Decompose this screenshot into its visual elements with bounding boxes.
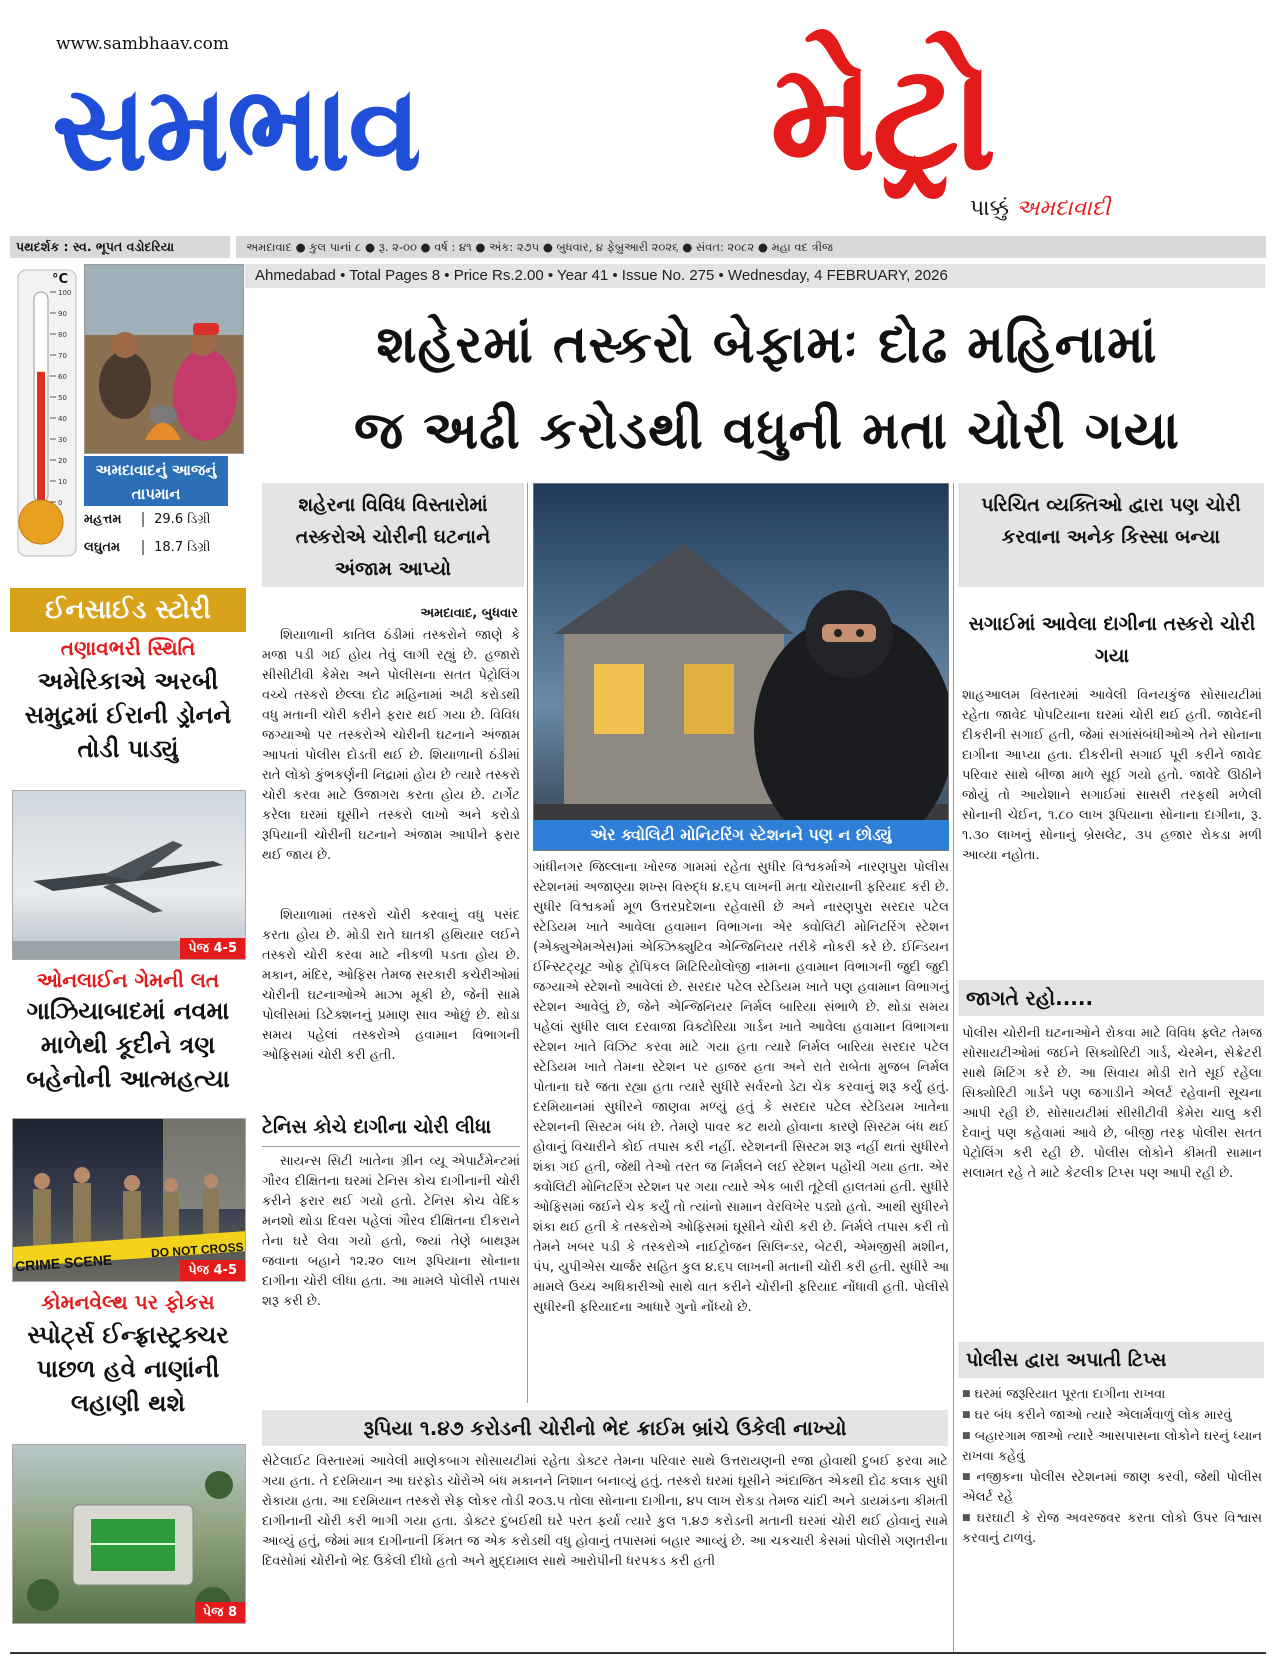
column-divider xyxy=(953,483,954,1653)
column-divider xyxy=(527,483,528,1403)
drone-image xyxy=(12,790,246,960)
tape-left-text: CRIME SCENE xyxy=(14,1251,113,1275)
story3-headline[interactable]: સ્પોર્ટ્સ ઈન્ફ્રાસ્ટ્રક્ચર પાછળ હવે નાણાંની લહાણી થશે xyxy=(27,1321,229,1417)
tip-item: ■ નજીકના પોલીસ સ્ટેશનમાં જાણ કરવી, જેથી પોલીસ એલર્ટ રહે xyxy=(962,1467,1262,1508)
tip-item: ■ ઘરમાં જરૂરિયાત પૂરતા દાગીના રાખવા xyxy=(962,1384,1262,1405)
alert-body: પોલીસ ચોરીની ઘટનાઓને રોકવા માટે વિવિધ ફ્લેટ તેમજ સોસાયટીઓમાં જઈને સિક્યોરિટી ગાર્ડ, ચેરમેન, સેક્રેટરી સાથે મિટિંગ કરે છે. આ સિવાય મોડી રાતે સૂઈ રહેલા સિક્યોરિટી ગાર્ડને પણ જગાડીને એલર્ટ રહેવાની સૂચના આપી રહી છે. સોસાયટીમાં સીસીટીવી કેમેરા ચાલુ કરી દેવાનું પણ કહેવામાં આવે છે, બીજી તરફ પોલીસ સતત પેટ્રોલિંગ કરી રહી છે. પોલીસ લોકોને કીમતી સામાન સલામત રહે તે માટે કેટલીક ટિપ્સ પણ આપી રહી છે. xyxy=(962,1026,1262,1181)
burglar-house-image xyxy=(534,484,949,851)
founder-line: પથદર્શક : સ્વ. ભૂપત વડોદરિયા xyxy=(10,236,230,258)
thermometer-tick-label: 30 xyxy=(58,436,67,444)
stadium-image xyxy=(12,1444,246,1624)
bottom-story-head: રૂપિયા ૧.૪૭ કરોડની ચોરીનો ભેદ ક્રાઈમ બ્રાંચે ઉકેલી નાખ્યો xyxy=(262,1410,948,1446)
story3-kicker: કોમનવેલ્થ પર ફોકસ xyxy=(41,1290,215,1314)
thermometer-tick-label: 100 xyxy=(58,289,72,297)
left-story-byline: અમદાવાદ, બુધવાર xyxy=(420,606,518,621)
temp-min-row xyxy=(84,540,211,562)
stadium-aerial-image xyxy=(13,1445,246,1624)
tips-list xyxy=(962,1384,1262,1549)
thermometer-tick-label: 0 xyxy=(58,499,63,507)
thermometer-tick-label: 80 xyxy=(58,331,67,339)
dateline-english: Ahmedabad • Total Pages 8 • Price Rs.2.00 • Year 41 • Issue No. 275 • Wednesday, 4 FEBRUARY, 2026 xyxy=(245,264,1265,288)
inside-story-banner: ઈનસાઈડ સ્ટોરી xyxy=(10,588,246,632)
burglar-photo xyxy=(533,483,949,851)
right-story-body: શાહઆલમ વિસ્તારમાં આવેલી વિનયકુંજ સોસાયટીમાં રહેતા જાવેદ પોપટિયાના ઘરમાં ચોરી થઈ હતી. જાવેદની દીકરીની સગાઈ હતી, જેમાં સગાંસંબંધીઓએ તેને સોનાના દાગીના આપ્યા હતા. દીકરીની સગાઈ પૂરી કરીને જાવેદ પરિવાર સાથે બીજા માળે સૂઈ ગયો હતો. જાવેદે ઊઠીને જોયું તો આયેશાને સગાઈમાં સાસરી તરફથી મળેલી સોનાની ચેઈન, ૧.૮૦ લાખ રૂપિયાના સોનાના દાગીના, રૂ. ૧.૩૦ લાખનું સોનાનું બ્રેસલેટ, ૩૫ હજાર રોકડા મળી આવ્યા નહોતા. xyxy=(962,688,1262,863)
masthead-title-red: મેટ્રો xyxy=(770,30,993,204)
story2-page-tag[interactable]: પેજ 4-5 xyxy=(180,1260,245,1281)
masthead-title-blue: સમભાવ xyxy=(52,59,420,197)
people-by-fire-image xyxy=(85,265,244,454)
main-headline xyxy=(262,302,1272,474)
divider xyxy=(262,1146,520,1147)
drone-icon xyxy=(13,791,246,960)
bottom-story-body: સેટેલાઈટ વિસ્તારમાં આવેલી માણેકબાગ સોસાયટીમાં રહેતા ડોક્ટર તેમના પરિવાર સાથે ઉત્તરાયણની રજા હોવાથી દુબઈ ફરવા માટે ગયા હતા. તે દરમિયાન આ ઘરફોડ ચોરોએ બંધ મકાનને નિશાન બનાવ્યું હતું. તસ્કરો ઘરમાં ઘૂસીને અંદાજિત એકથી દોઢ કલાક સુધી રોકાયા હતા. આ દરમિયાન તસ્કરો સેફ લોકર તોડી ૨૦૩.૫ તોલા સોનાના દાગીના, ૪૫ લાખ રોકડા તેમજ ચાંદી અને ડાયમંડના કીમતી દાગીનાની ચોરી કરી ભાગી ગયા હતા. ડોક્ટર દુબઈથી ઘરે પરત ફર્યા ત્યારે કુલ ૧.૪૭ કરોડની મતાની ઘરમાં ચોરી થઈ હોવાનું સામે આવ્યું હતું, જેમાં માત્ર દાગીનાની કિંમત જ એક કરોડથી વધુ હોવાનું તપાસમાં બહાર આવ્યું છે. આ ચકચારી કેસમાં પોલીસે ગણતરીના દિવસોમાં ચોરીનો ભેદ ઉકેલી દીધો હતો અને મુદ્દામાલ સાથે આરોપીની ધરપકડ કરી હતી xyxy=(262,1454,948,1569)
left-story-head: શહેરના વિવિધ વિસ્તારોમાં તસ્કરોએ ચોરીની ઘટનાને અંજામ આપ્યો xyxy=(262,483,524,587)
right-story-head: પરિચિત વ્યક્તિઓ દ્વારા પણ ચોરી કરવાના અનેક કિસ્સા બન્યા xyxy=(958,483,1264,587)
left-story-para3: સાયન્સ સિટી ખાતેના ગ્રીન વ્યૂ એપાર્ટમેન્ટમાં ગૌરવ દીક્ષિતના ઘરમાં ટેનિસ કોચ દાગીનાની ચોરી કરીને ફરાર થઈ ગયો હતો. ટેનિસ કોચ વેદિક મનશો થોડા દિવસ પહેલાં ગૌરવ દીક્ષિતના દીકરાને તેના ઘરે લેવા ગયો હતો, જ્યાં તેણે બાથરૂમ જવાના બહાને ૧૨.૨૦ લાખ રૂપિયાના સોનાના દાગીના ચોરી લીધા હતા. આ મામલે પોલીસે તપાસ શરૂ કરી છે. xyxy=(262,1154,520,1309)
left-story-para2: શિયાળામાં તસ્કરો ચોરી કરવાનું વધુ પસંદ કરતા હોય છે. મોડી રાતે ઘાતકી હથિયાર લઈને તસ્કરો ચોરી કરવા માટે નીકળી પડતા હોય છે. મકાન, મંદિર, ઓફિસ તેમજ સરકારી કચેરીઓમાં ચોરીની ઘટનાઓએ માઝા મૂકી છે, જેની સામે પોલીસમાં ડિટેક્શનનું પ્રમાણ સાવ ઓછું છે. થોડા સમય પહેલાં તસ્કરોએ હવામાન વિભાગની ઓફિસમાં ચોરી કરી હતી. xyxy=(262,908,520,1063)
alert-head: જાગતે રહો..... xyxy=(958,980,1264,1016)
story2-headline[interactable]: ગાઝિયાબાદમાં નવમા માળેથી કૂદીને ત્રણ બહેનોની આત્મહત્યા xyxy=(26,997,230,1093)
temp-unit: °C xyxy=(52,272,69,287)
tape-right-text: DO NOT CROSS xyxy=(150,1239,245,1261)
temp-max-value: 29.6 ડિગ્રી xyxy=(154,512,211,527)
tips-head: પોલીસ દ્વારા અપાતી ટિપ્સ xyxy=(958,1342,1264,1378)
right-story-subhead: સગાઈમાં આવેલા દાગીના તસ્કરો ચોરી ગયા xyxy=(968,613,1256,667)
main-headline-line2: જ અઢી કરોડથી વધુની મતા ચોરી ગયા xyxy=(353,401,1181,461)
left-story-subhead: ટેનિસ કોચે દાગીના ચોરી લીધા xyxy=(262,1116,492,1138)
story1-kicker: તણાવભરી સ્થિતિ xyxy=(60,636,196,660)
temp-min-value: 18.7 ડિગ્રી xyxy=(154,540,211,555)
temp-min-label: લઘુતમ xyxy=(84,540,144,555)
weather-title: અમદાવાદનું આજનું તાપમાન xyxy=(84,456,228,506)
website-url[interactable]: www.sambhaav.com xyxy=(56,34,229,54)
thermometer-tick-label: 20 xyxy=(58,457,67,465)
thermometer-tick-label: 90 xyxy=(58,310,67,318)
main-headline-line1: શહેરમાં તસ્કરો બેફામઃ દોઢ મહિનામાં xyxy=(376,315,1158,375)
masthead-tagline xyxy=(970,196,1110,221)
story3-page-tag[interactable]: પેજ 8 xyxy=(195,1602,245,1623)
tip-item: ■ ઘર બંધ કરીને જાઓ ત્યારે એલાર્મવાળું લોક મારવું xyxy=(962,1405,1262,1426)
tip-item: ■ બહારગામ જાઓ ત્યારે આસપાસના લોકોને ઘરનું ધ્યાન રાખવા કહેવું xyxy=(962,1426,1262,1467)
weather-photo xyxy=(84,264,244,454)
left-story-para1: શિયાળાની કાતિલ ઠંડીમાં તસ્કરોને જાણે કે મજા પડી ગઈ હોય તેવું લાગી રહ્યું છે. હજારો સીસીટીવી કેમેરા અને પોલીસના સતત પેટ્રોલિંગ વચ્ચે તસ્કરો છેલ્લા દોઢ મહિનામાં અઢી કરોડથી વધુ મતાની ચોરી કરીને ફરાર થઈ ગયા છે. વિવિધ જગ્યાઓ પર તસ્કરોએ ચોરીની ઘટનાને અંજામ આપતાં પોલીસ દોડતી થઈ છે. શિયાળાની ઠંડીમાં રાતે લોકો કુંભકર્ણની નિદ્રામાં હોય છે ત્યારે તસ્કરો ચોરી કરવા માટે ઉજાગરા કરતા હોય છે. ટાર્ગેટ કરેલા ઘરમાં ઘૂસીને તસ્કરો લાખો અને કરોડો રૂપિયાની ચોરીની ઘટનાને અંજામ આપીને ફરાર થઈ જાય છે. xyxy=(262,628,520,863)
tagline-red: અમદાવાદી xyxy=(1016,196,1111,221)
thermometer-tick-label: 70 xyxy=(58,352,67,360)
temp-max-label: મહત્તમ xyxy=(84,512,144,527)
thermometer-tick-label: 40 xyxy=(58,415,67,423)
thermometer-graphic xyxy=(14,268,80,558)
story1-page-tag[interactable]: પેજ 4-5 xyxy=(180,938,245,959)
center-story-body: ગાંધીનગર જિલ્લાના ખોરજ ગામમાં રહેતા સુધીર વિશ્વકર્માએ નારણપુરા પોલીસ સ્ટેશનમાં અજાણ્યા શખ્સ વિરુદ્ધ ૪.૬૫ લાખની મતા ચોરાયાની ફરિયાદ કરી છે. સુધીર વિશ્વકર્મા મૂળ ઉત્તરપ્રદેશના રહેવાસી છે અને નારણપુરા સરદાર પટેલ સ્ટેડિયમ ખાતે આવેલા હવામાન વિભાગના એર ક્વોલિટી મોનિટરિંગ સ્ટેશન (એક્યુએમએસ)માં એક્ઝિક્યુટિવ એન્જિનિયર તરીકે નોકરી કરે છે. ઈન્ડિયન ઈન્સ્ટિટ્યૂટ ઓફ ટ્રોપિકલ મિટિરિયોલોજી નામના હવામાન વિભાગની જુદી જુદી જગ્યાએ સ્ટેશનો આવેલાં છે. સરદાર પટેલ સ્ટેડિયમ ખાતે પણ હવામાન વિભાગનું સ્ટેશન આવેલું છે, જેને એન્જિનિયર નિર્મલ બારિયા સંભાળે છે. થોડા સમય પહેલાં સુધીર લાલ દરવાજા વિક્ટોરિયા ગાર્ડન ખાતે આવેલા હવામાન વિભાગના સ્ટેશન ખાતે વિઝિટ કરવા માટે ગયા હતા ત્યારે નિર્મલ બારિયા સરદાર પટેલ સ્ટેડિયમ ખાતે તેમના સ્ટેશન પર હાજર હતા અને રાતે રાબેતા મુજબ નિર્મલ પોતાના ઘરે જતા રહ્યા હતા ત્યારે સુધીરે સર્વરનો ડેટા ચેક કરવાનું શરૂ કર્યું હતું. દરમિયાનમાં સુધીરને જાણવા મળ્યું હતું કે સરદાર પટેલ સ્ટેડિયમ ખાતેના સ્ટેશનની સિસ્ટમ બંધ છે. તેમણે પાવર કટ થયો હોવાના કારણે સિસ્ટમ બંધ થઈ હોવાનું વિચારીને કોઈ તપાસ કરી નહીં. સ્ટેશનની સિસ્ટમ શરૂ નહીં થતાં સુધીરને શંકા ગઈ હતી, જેથી તેઓ તરત જ નિર્મલને લઈ સ્ટેશન પહોંચી ગયા હતા. એર ક્વોલિટી મોનિટરિંગ સ્ટેશન પર ગયા ત્યારે એક બારી તૂટેલી હાલતમાં હતી. સુધીરે ઓફિસમાં જઈને ચેક કર્યું તો ત્યાંનો સામાન વેરવિખેર પડ્યો હતો. આથી સુધીરને શંકા થઈ હતી કે તસ્કરોએ ઓફિસમાં ઘૂસીને ચોરી કરી છે. નિર્મલે તપાસ કરી તો તેમને ખબર પડી કે તસ્કરોએ નાઈટ્રોજન સિલિન્ડર, બેટરી, એમજીસી મશીન, પંપ, યુપીએસ ચાર્જર સહિત કુલ ૪.૬૫ લાખની મતાની ચોરી કરી હતી. સુધીરે આ મામલે ઉચ્ચ અધિકારીઓ સાથે વાત કરીને ચોરીની ફરિયાદ નોંધાવી હતી. પોલીસે સુધીરની ફરિયાદના આધારે ગુનો નોંધ્યો છે. xyxy=(533,860,949,1315)
tip-item: ■ ઘરઘાટી કે રોજ અવરજવર કરતા લોકો ઉપર વિશ્વાસ કરવાનું ટાળવું. xyxy=(962,1508,1262,1549)
crime-scene-image xyxy=(12,1118,246,1282)
thermometer-tick-label: 10 xyxy=(58,478,67,486)
hero-caption: એર ક્વોલિટી મોનિટરિંગ સ્ટેશનને પણ ન છોડ્યું xyxy=(533,820,949,850)
dateline-gujarati: અમદાવાદ ● કુલ પાનાં ૮ ● રૂ. ૨-૦૦ ● વર્ષ : ૪૧ ● અંક: ૨૭૫ ● બુધવાર, ૪ ફેબ્રુઆરી ૨૦૨૬ ● સંવત: ૨૦૮૨ ● મહા વદ ત્રીજ xyxy=(236,236,1266,258)
thermometer xyxy=(14,268,80,558)
story2-kicker: ઓનલાઈન ગેમની લત xyxy=(36,968,220,992)
thermometer-tick-label: 60 xyxy=(58,373,67,381)
tagline-prefix: પાક્કું xyxy=(970,196,1010,221)
page-bottom-rule xyxy=(10,1652,1266,1654)
temp-max-row xyxy=(84,512,211,534)
thermometer-tick-label: 50 xyxy=(58,394,67,402)
story1-headline[interactable]: અમેરિકાએ અરબી સમુદ્રમાં ઈરાની ડ્રોનને તોડી પાડ્યું xyxy=(24,667,232,763)
